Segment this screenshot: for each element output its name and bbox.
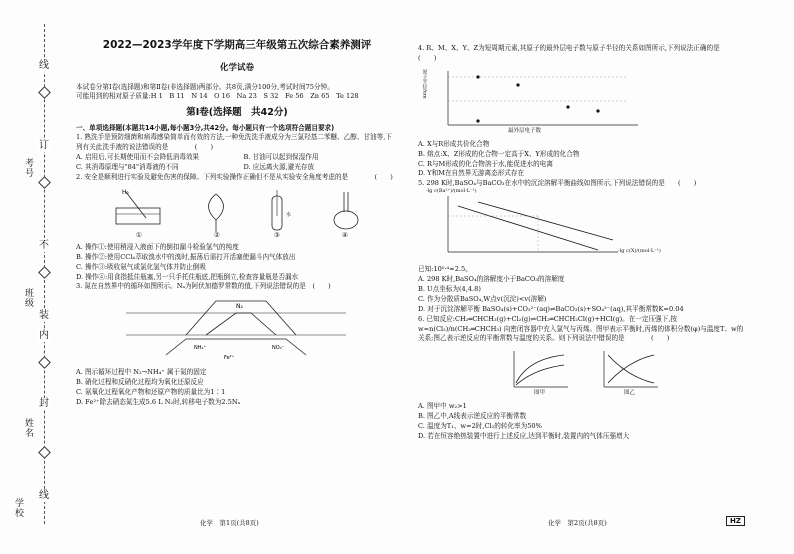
question-5: 5. 298 K时,BaSO₄与BaCO₃在水中的沉淀溶解平衡曲线如图所示,下列说法错误的是 ( ) (418, 179, 697, 188)
label-school: 学校 (13, 498, 23, 518)
binding-char: 内 (39, 330, 49, 341)
svg-text:H₂: H₂ (122, 188, 129, 196)
q5-option-b: B. U点坐标为(4,4.8) (418, 285, 481, 294)
exam-subtitle: 化学试卷 (219, 62, 254, 73)
q6-option-d: D. 若在恒容绝热装置中进行上述反应,达到平衡时,装置内的气体压强增大 (418, 432, 630, 441)
label-exam-number: 考号 (23, 158, 33, 178)
q3-option-b: B. 硝化过程和反硝化过程均为氧化还原反应 (76, 378, 204, 387)
binding-char: 线 (39, 60, 49, 71)
q4-radius-chart (418, 67, 748, 137)
q3-option-c: C. 氨氧化过程氧化产物和还原产物的质量比为1∶1 (76, 388, 226, 397)
svg-text:N₂: N₂ (236, 303, 243, 311)
exam-title: 2022—2023学年度下学期高三年级第五次综合素养测评 (102, 39, 372, 51)
q3-option-a: A. 图示循环过程中 N₂→NH₄⁺ 属于氮的固定 (76, 368, 207, 377)
version-tag: HZ (726, 516, 745, 526)
q5-xlabel: -lg c(X)/(mol·L⁻¹) (618, 248, 661, 255)
q4-ylabel: 原子半径/nm (421, 68, 428, 99)
question-3: 3. 氮在自然界中的循环如图所示。Nₐ为阿伏加德罗常数的值,下列说法错误的是 ( ) (76, 282, 331, 291)
binding-char: 封 (39, 398, 49, 409)
q2-apparatus-figure (76, 186, 398, 240)
question-2: 2. 安全是顺利进行实验及避免伤害的保障。下列实验操作正确但不是从实验安全角度考虑的是 ( ) (76, 172, 393, 181)
q6-option-b: B. 图乙中,A线表示逆反应的平衡常数 (418, 412, 527, 421)
section1-heading: 一、单项选择题(本题共14小题,每小题3分,共42分。每小题只有一个选项符合题目要求) (76, 123, 335, 132)
q4-option-a: A. X与R形成共价化合物 (418, 139, 490, 148)
q4-option-b: B. 熔点:X、Z形成的化合物一定高于X、Y形成的化合物 (418, 149, 580, 158)
q3-option-d: D. Fe²⁺除去硝态氮生成5.6 L N₂时,转移电子数为2.5Nₐ (76, 398, 241, 406)
atomic-masses: 可能用到的相对原子质量:H 1 B 11 N 14 O 16 Na 23 S 32 Fe 56 Zn 65 Te 128 (76, 92, 359, 101)
q2-option-d: D. 操作④:用食指抵住瓶塞,另一只手托住瓶底,把瓶倒立,检查容量瓶是否漏水 (76, 272, 299, 281)
binding-char: 不 (39, 240, 49, 251)
binding-char: 线 (39, 490, 49, 501)
question-4: 4. R、M、X、Y、Z为短周期元素,其原子的最外层电子数与原子半径的关系如图所示,下列说法正确的是 ( ) (418, 44, 747, 62)
fig-label-1: ① (136, 230, 142, 239)
q6-option-c: C. 温度为T₁、w=2时,Cl₂的转化率为50% (418, 422, 542, 431)
q6-figures (418, 347, 748, 399)
question-6: 6. 已知反应:CH₂═CHCH₃(g)+Cl₂(g)⇌CH₂═CHCH₂Cl(g)+HCl(g)。在一定压强下,按 w=n(Cl₂)/n(CH₂═CHCH₃) 向密闭容器中充入氯气与丙烯。图甲表示平衡时,丙烯的体积分数(φ)与温度T、w的关系;图乙表示逆反应的平衡常数与温度的关系。则下列说法中错误的是 ( ) (418, 314, 744, 343)
q5-solubility-chart (418, 188, 748, 262)
q5-option-c: C. 作为分散质BaSO₄,W点v(沉淀)<v(溶解) (418, 294, 547, 303)
fig-label-2: ② (214, 230, 220, 239)
q5-known: 已知:10⁰·⁴≈2.5。 (418, 265, 472, 274)
exam-intro: 本试卷分第Ⅰ卷(选择题)和第Ⅱ卷(非选择题)两部分。共8页,满分100分,考试时间75分钟。 (76, 82, 334, 91)
fig-jia-label: 图甲 (534, 390, 546, 397)
q6-option-a: A. 图甲中 w₂>1 (418, 402, 467, 411)
page-footer-left: 化学 第1页(共8页) (200, 519, 259, 527)
q1-option-a: A. 启用后,可长期使用而不会降低消毒效果 (76, 153, 200, 162)
label-class: 班级 (23, 288, 33, 308)
q5-ylabel: -lg c(Ba²⁺)/(mol·L⁻¹) (426, 188, 477, 195)
svg-text:NO₃⁻: NO₃⁻ (272, 345, 285, 352)
q4-option-c: C. R与M形成的化合物溶于水,能促进水的电离 (418, 159, 553, 168)
svg-text:水: 水 (286, 211, 292, 218)
fig-label-4: ④ (342, 230, 348, 239)
binding-char: 订 (39, 140, 49, 151)
svg-text:Fe²⁺: Fe²⁺ (224, 355, 235, 362)
right-column (418, 44, 748, 442)
fig-yi-label: 图乙 (624, 390, 636, 397)
binding-strip (6, 18, 64, 538)
q5-option-d: D. 对于沉淀溶解平衡 BaSO₄(s)+CO₃²⁻(aq)⇌BaCO₃(s)+SO₄²⁻(aq),其平衡常数K=0.04 (418, 304, 684, 313)
q1-option-d: D. 应远离火源,避光存放 (243, 163, 315, 172)
q5-option-a: A. 298 K时,BaSO₄的溶解度小于BaCO₃的溶解度 (418, 275, 565, 284)
q4-option-d: D. Y和M在自然界无游离态形式存在 (418, 169, 525, 178)
part1-heading: 第Ⅰ卷(选择题 共42分) (186, 107, 288, 119)
q1-option-b: B. 甘油可以起到保湿作用 (243, 153, 319, 162)
binding-char: 装 (39, 310, 49, 321)
page-footer-right: 化学 第2页(共8页) (548, 519, 607, 527)
fig-label-3: ③ (274, 230, 280, 239)
nitrogen-cycle-diagram (76, 295, 398, 365)
svg-text:NH₄⁺: NH₄⁺ (194, 345, 207, 352)
q4-xlabel: 最外层电子数 (508, 127, 542, 134)
left-column (76, 38, 398, 408)
q2-option-c: C. 操作③:吸收氨气或氯化氢气体并防止倒吸 (76, 262, 206, 271)
question-1: 1. 熟洗手是预防细菌和病毒感染简单而有效的方法,一种免洗洗手液成分为三氯羟基二苯醚、乙醇、甘油等,下列有关此洗手液的说法错误的是 ( ) (76, 133, 392, 152)
q2-option-b: B. 操作②:使用CCl₄萃取溴水中的溴时,振荡后需打开活塞使漏斗内气体放出 (76, 252, 296, 261)
q1-option-c: C. 其消毒原理与"84"消毒液的不同 (76, 163, 179, 172)
q2-option-a: A. 操作①:使用稍浸入液面下的倒扣漏斗检验氢气的纯度 (76, 242, 239, 251)
label-name: 姓名 (23, 418, 33, 438)
